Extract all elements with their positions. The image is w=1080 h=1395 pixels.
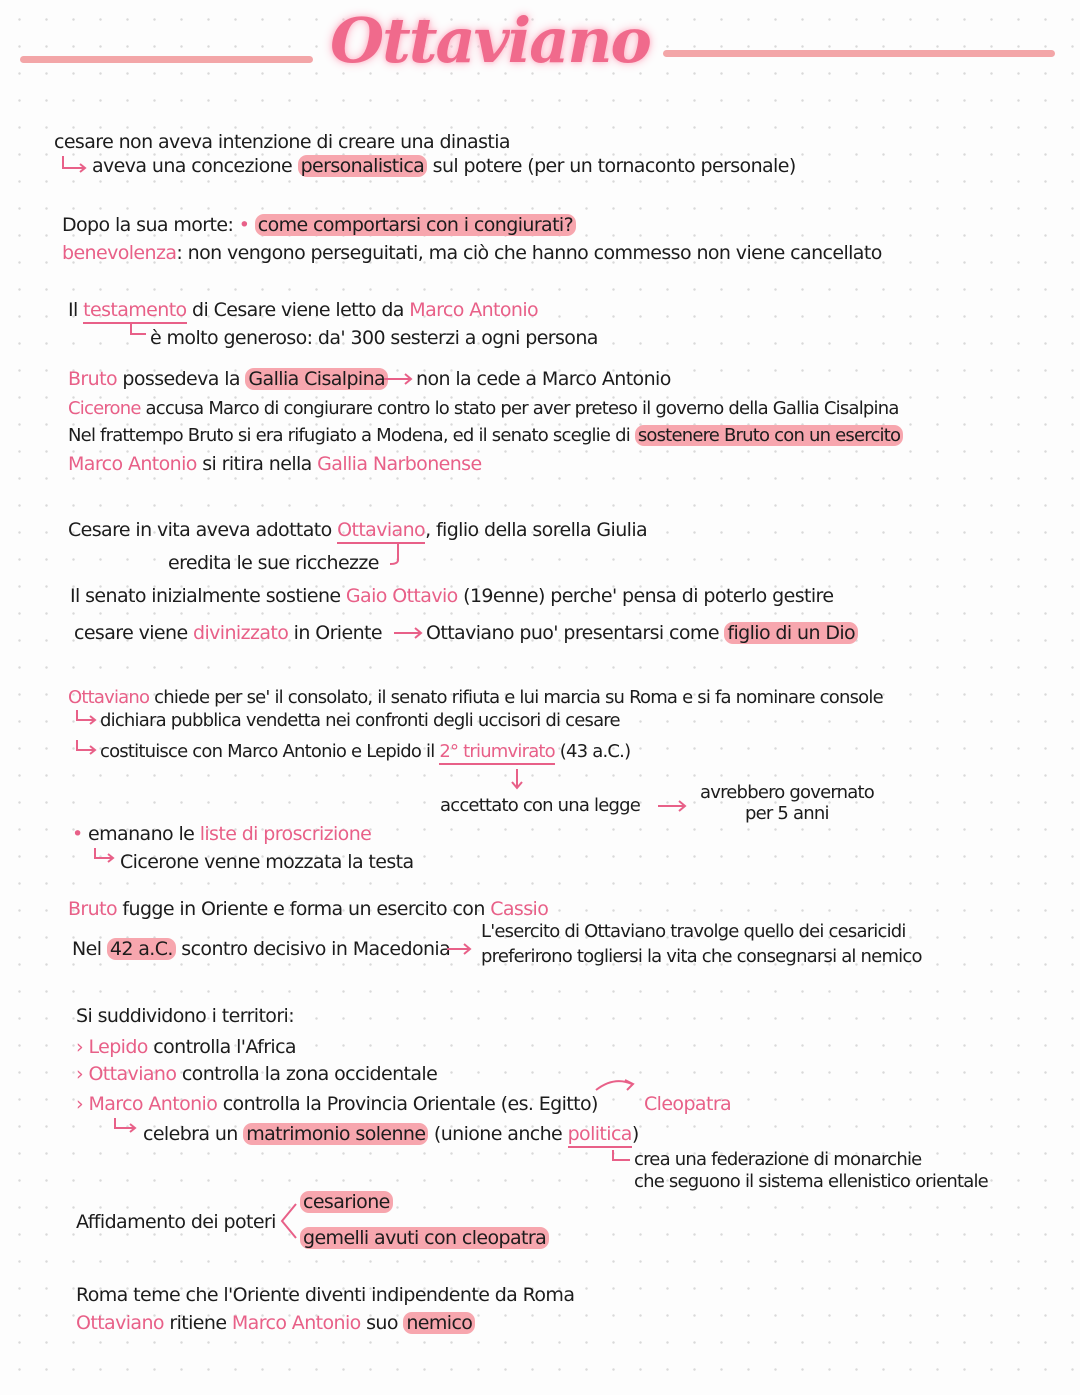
page-title: Ottaviano bbox=[330, 4, 650, 77]
s4-line1: Bruto possedeva la Gallia Cisalpina bbox=[68, 367, 388, 391]
s6-line5b: per 5 anni bbox=[745, 803, 829, 824]
return-arrow-icon bbox=[60, 154, 92, 176]
s5-line1: Cesare in vita aveva adottato Ottaviano, figlio della sorella Giulia bbox=[68, 518, 647, 542]
s6-line3: costituisce con Marco Antonio e Lepido il 2° triumvirato (43 a.C.) bbox=[100, 740, 630, 764]
bullet-dot-icon: • bbox=[72, 823, 89, 845]
s10-line2: Ottaviano ritiene Marco Antonio suo nemico bbox=[76, 1311, 475, 1335]
s2-line1: Dopo la sua morte: • come comportarsi con i congiurati? bbox=[62, 213, 576, 237]
s8-item1: › Lepido controlla l'Africa bbox=[76, 1036, 296, 1058]
bullet-dot-icon: • bbox=[238, 214, 255, 236]
return-arrow-icon bbox=[74, 708, 100, 728]
chevron-right-icon: › bbox=[76, 1063, 89, 1085]
return-arrow-icon bbox=[74, 738, 100, 758]
s8-line6: crea una federazione di monarchie bbox=[634, 1149, 922, 1170]
s5-line4-result: Ottaviano puo' presentarsi come figlio di un Dio bbox=[426, 621, 858, 645]
s9-label: Affidamento dei poteri bbox=[76, 1211, 276, 1233]
s8-item3: › Marco Antonio controlla la Provincia Orientale (es. Egitto) bbox=[76, 1093, 598, 1115]
return-arrow-icon bbox=[112, 1116, 140, 1136]
s1-line1: cesare non aveva intenzione di creare una dinastia bbox=[54, 131, 510, 153]
right-arrow-icon bbox=[392, 624, 426, 642]
return-arrow-icon bbox=[386, 542, 402, 568]
s5-line4: cesare viene divinizzato in Oriente bbox=[74, 622, 382, 644]
chevron-right-icon: › bbox=[76, 1036, 89, 1058]
s9-branch2: gemelli avuti con cleopatra bbox=[300, 1226, 549, 1250]
s4-line4: Marco Antonio si ritira nella Gallia Narbonense bbox=[68, 453, 482, 475]
s7-line2: Nel 42 a.C. scontro decisivo in Macedonia bbox=[72, 938, 451, 960]
s4-line1-result: non la cede a Marco Antonio bbox=[416, 368, 671, 390]
s8-item3-cleopatra: Cleopatra bbox=[644, 1093, 732, 1115]
s6-line4: accettato con una legge bbox=[440, 795, 641, 816]
s9-branch1: cesarione bbox=[300, 1190, 393, 1214]
return-arrow-icon bbox=[92, 846, 118, 866]
s3-line2: è molto generoso: da' 300 sesterzi a ogni persona bbox=[150, 327, 598, 349]
bracket-icon bbox=[278, 1200, 300, 1242]
s6-line7: Cicerone venne mozzata la testa bbox=[120, 851, 414, 873]
s6-line1: Ottaviano chiede per se' il consolato, il senato rifiuta e lui marcia su Roma e si fa nominare console bbox=[68, 687, 883, 708]
s8-line5: celebra un matrimonio solenne (unione anche politica) bbox=[143, 1122, 639, 1146]
return-arrow-icon bbox=[610, 1148, 634, 1168]
right-arrow-icon bbox=[382, 370, 416, 388]
s6-line6: • emanano le liste di proscrizione bbox=[72, 823, 372, 845]
right-arrow-icon bbox=[656, 797, 690, 815]
s6-line5a: avrebbero governato bbox=[700, 782, 874, 803]
s8-line7: che seguono il sistema ellenistico orientale bbox=[634, 1171, 988, 1192]
down-arrow-icon bbox=[508, 767, 526, 791]
return-arrow-icon bbox=[128, 320, 150, 340]
s5-line3: Il senato inizialmente sostiene Gaio Ottavio (19enne) perche' pensa di poterlo gestire bbox=[70, 585, 834, 607]
s7-line3: L'esercito di Ottaviano travolge quello dei cesaricidi bbox=[481, 921, 906, 942]
s6-line2: dichiara pubblica vendetta nei confronti degli uccisori di cesare bbox=[100, 710, 620, 731]
s7-line4: preferirono togliersi la vita che consegnarsi al nemico bbox=[481, 946, 922, 967]
s4-line2: Cicerone accusa Marco di congiurare contro lo stato per aver preteso il governo della Gallia Cisalpina bbox=[68, 398, 899, 419]
s2-line2: benevolenza: non vengono perseguitati, ma ciò che hanno commesso non viene cancellato bbox=[62, 242, 882, 264]
header-rule-left bbox=[20, 56, 313, 63]
s1-line2: aveva una concezione personalistica sul potere (per un tornaconto personale) bbox=[92, 155, 796, 177]
s5-line2: eredita le sue ricchezze bbox=[168, 552, 379, 574]
s8-line1: Si suddividono i territori: bbox=[76, 1005, 295, 1027]
s3-line1: Il testamento di Cesare viene letto da Marco Antonio bbox=[68, 298, 538, 322]
header-rule-right bbox=[663, 50, 1055, 57]
s10-line1: Roma teme che l'Oriente diventi indipendente da Roma bbox=[76, 1284, 575, 1306]
right-arrow-icon bbox=[445, 940, 475, 958]
curved-arrow-icon bbox=[592, 1074, 640, 1094]
s7-line1: Bruto fugge in Oriente e forma un esercito con Cassio bbox=[68, 898, 549, 920]
s4-line3: Nel frattempo Bruto si era rifugiato a Modena, ed il senato sceglie di sostenere Bruto con un esercito bbox=[68, 424, 903, 448]
chevron-right-icon: › bbox=[76, 1093, 89, 1115]
s8-item2: › Ottaviano controlla la zona occidentale bbox=[76, 1063, 438, 1085]
